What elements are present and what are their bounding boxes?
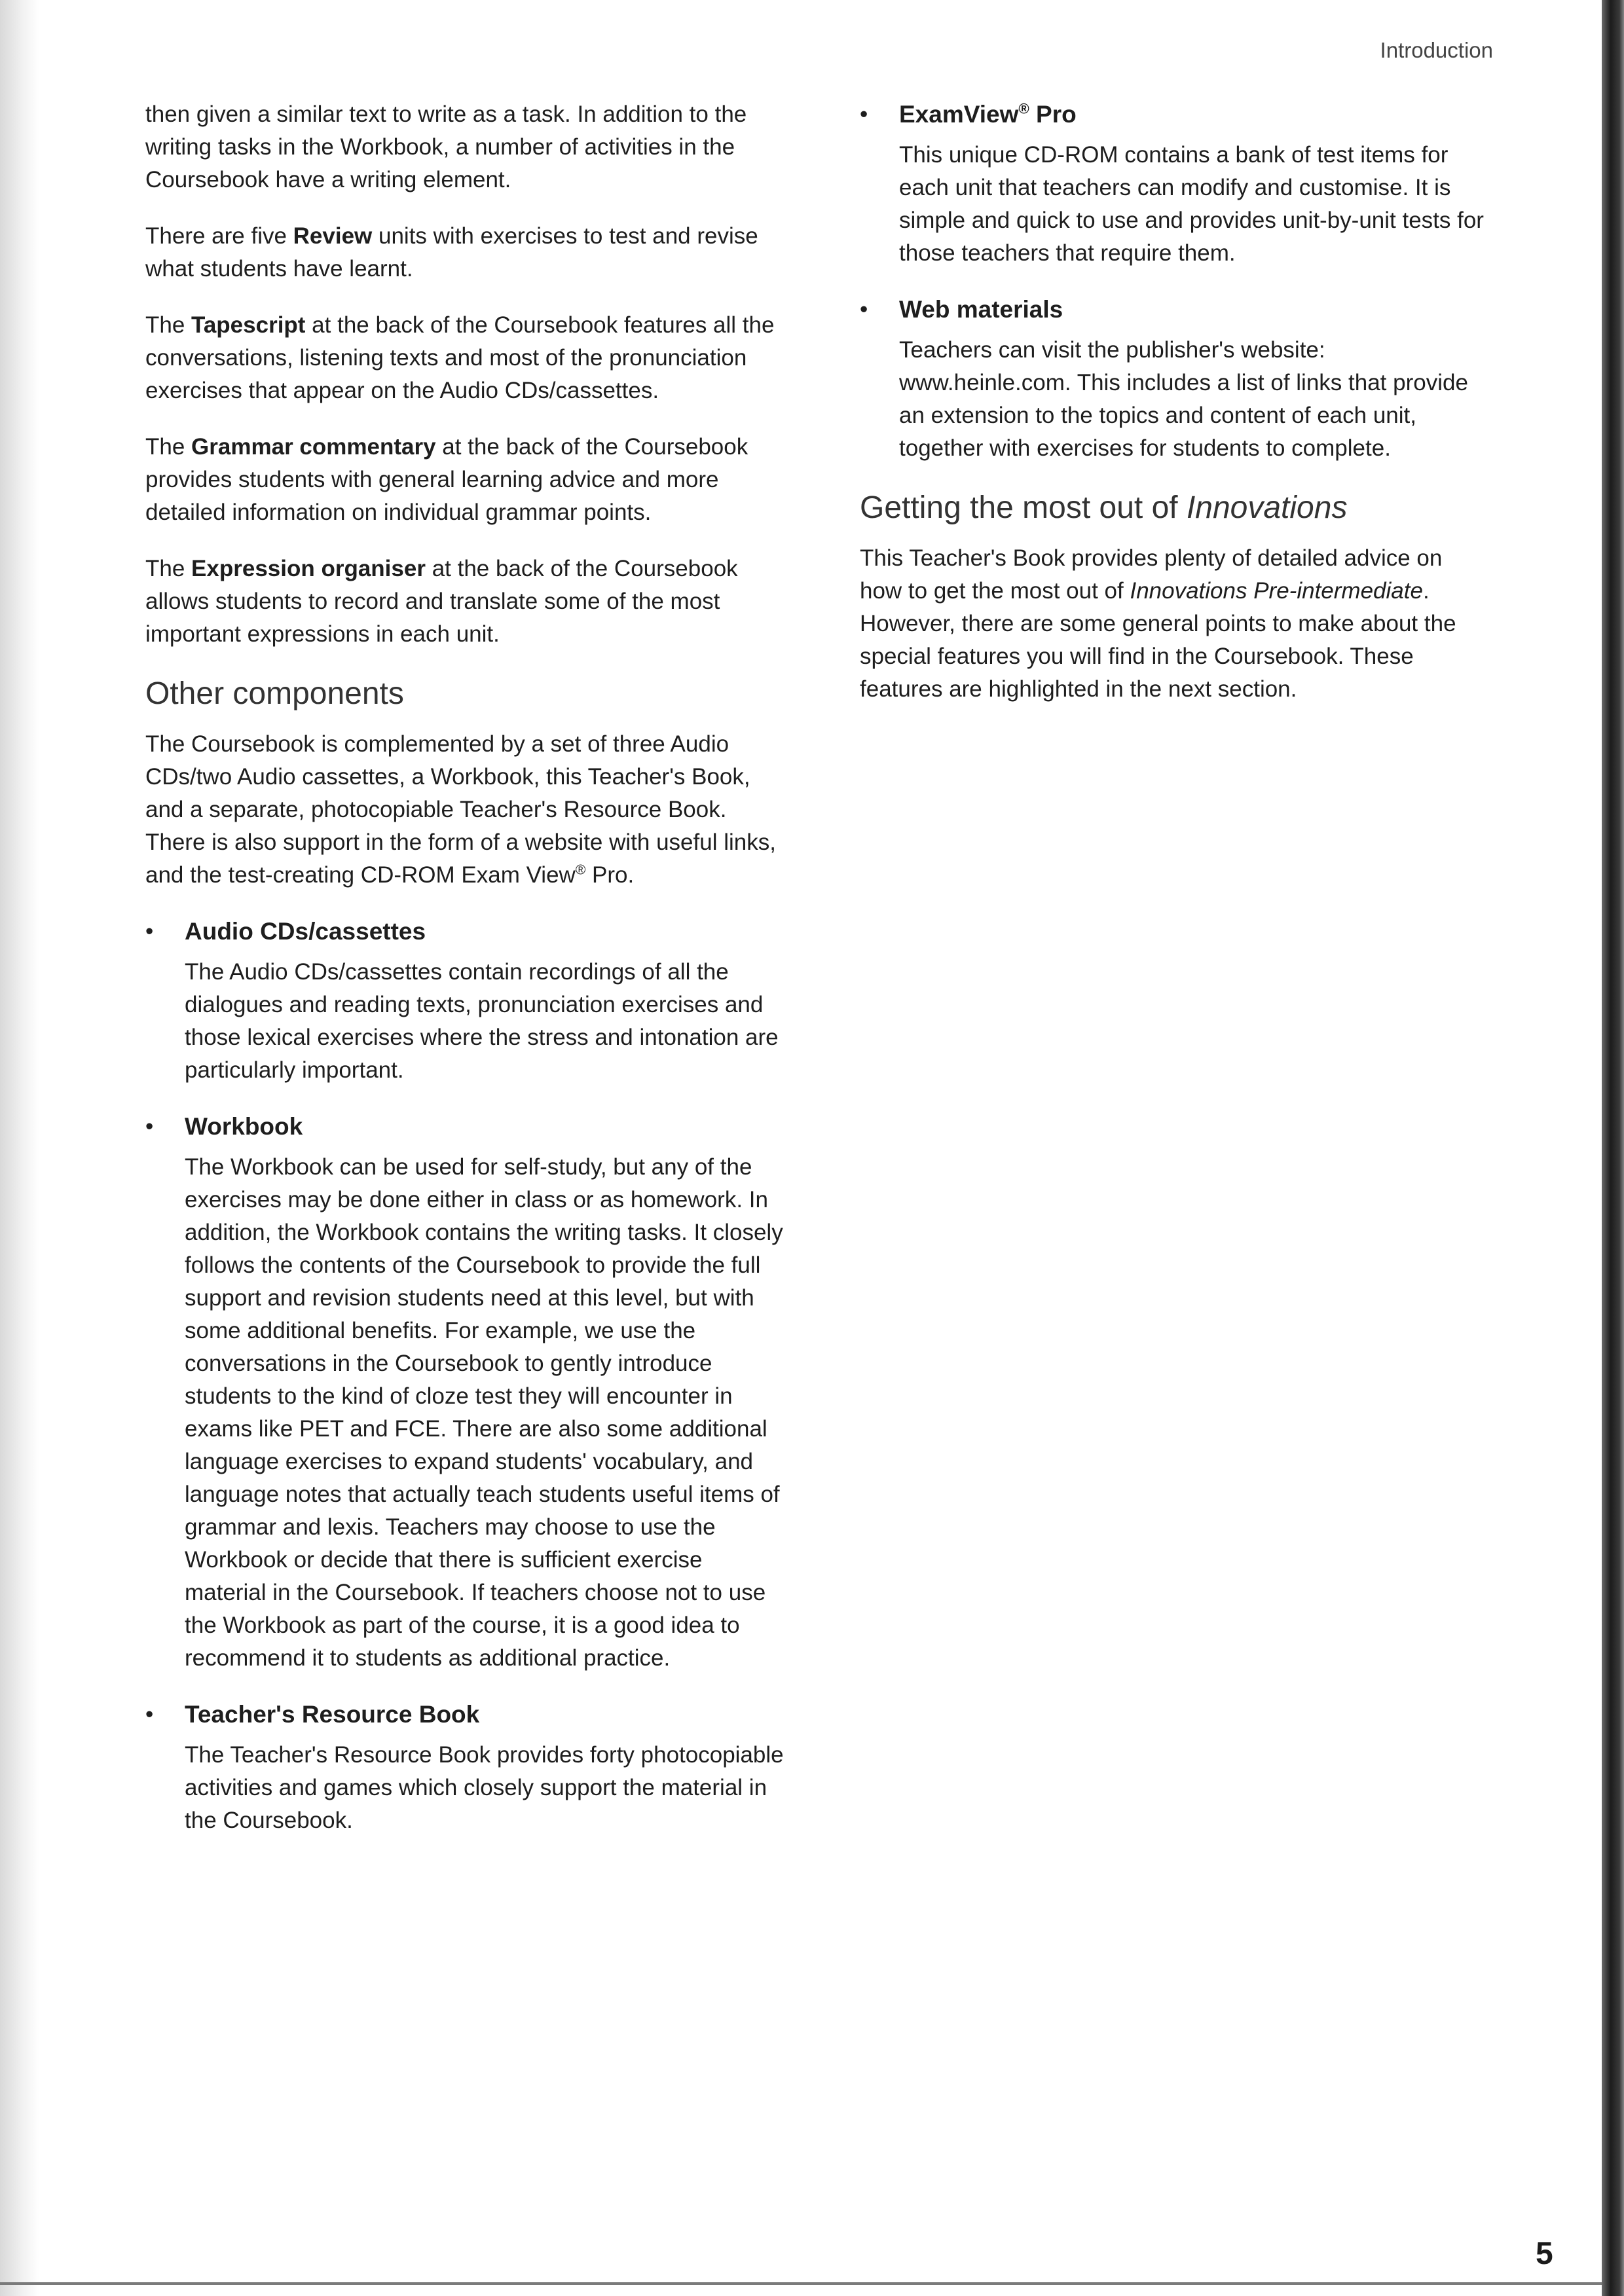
term-tapescript: Tapescript: [191, 312, 306, 338]
scan-shadow-left: [0, 0, 39, 2296]
paragraph-getting-the-most: This Teacher's Book provides plenty of detailed advice on how to get the most out of Innovations Pre-intermediate. However, there are some general points to make about the special features you will find in the Coursebook. These features are highlighted in the next section.: [860, 545, 1456, 702]
bullet-text: This unique CD-ROM contains a bank of test items for each unit that teachers can modify and customise. It is simple and quick to use and provides unit-by-unit tests for those teachers that require them.: [899, 142, 1484, 266]
bullet-teachers-resource-book: [145, 1698, 787, 1837]
term-review: Review: [293, 223, 373, 249]
page-number: 5: [1536, 2236, 1553, 2271]
bullet-text: The Teacher's Resource Book provides forty photocopiable activities and games which closely support the material in the Coursebook.: [185, 1742, 784, 1833]
bullet-text: The Workbook can be used for self-study, but any of the exercises may be done either in class or as homework. In addition, the Workbook contains the writing tasks. It closely follows the contents of the Coursebook to provide the full support and revision students need at this level, but with some additional benefits. For example, we use the conversations in the Coursebook to gently introduce students to the kind of cloze test they will encounter in exams like PET and FCE. There are also some additional language exercises to expand students' vocabulary, and language notes that actually teach students useful items of grammar and lexis. Teachers may choose to use the Workbook or decide that there is sufficient exercise material in the Coursebook. If teachers choose not to use the Workbook as part of the course, it is a good idea to recommend it to students as additional practice.: [185, 1154, 783, 1671]
bullet-dot: •: [860, 297, 868, 322]
bullet-dot: •: [145, 919, 154, 944]
left-column: [145, 98, 787, 1861]
bullet-title: Teacher's Resource Book: [185, 1701, 480, 1728]
scan-shadow-right: [1602, 0, 1624, 2296]
bullet-text: Teachers can visit the publisher's website: www.heinle.com. This includes a list of links that provide an extension to the topics and content of each unit, together with exercises for students to complete.: [899, 337, 1468, 461]
bullet-title: Workbook: [185, 1113, 303, 1140]
paragraph-tapescript: The Tapescript at the back of the Coursebook features all the conversations, listening texts and most of the pronunciation exercises that appear on the Audio CDs/cassettes.: [145, 312, 775, 403]
bullet-dot: •: [145, 1114, 154, 1139]
bullet-workbook: [145, 1110, 787, 1675]
right-column: [860, 98, 1488, 729]
bullet-audio-cds: [145, 915, 787, 1087]
bullet-dot: •: [860, 101, 868, 127]
bullet-dot: •: [145, 1702, 154, 1727]
heading-getting-the-most: Getting the most out of Innovations: [860, 490, 1348, 525]
bullet-examview-pro: [860, 98, 1488, 270]
bullet-text: The Audio CDs/cassettes contain recordings of all the dialogues and reading texts, pronunciation exercises and those lexical exercises where the stress and intonation are particularly important.: [185, 959, 779, 1083]
paragraph-review: There are five Review units with exercises to test and revise what students have learnt.: [145, 223, 758, 282]
bullet-title: Web materials: [899, 296, 1063, 323]
paragraph-other-intro: The Coursebook is complemented by a set of three Audio CDs/two Audio cassettes, a Workbook, this Teacher's Book, and a separate, photocopiable Teacher's Resource Book. There is also support in the form of a website with useful links, and the test-creating CD-ROM Exam View® Pro.: [145, 731, 776, 888]
paragraph-expression-organiser: The Expression organiser at the back of the Coursebook allows students to record and translate some of the most important expressions in each unit.: [145, 556, 738, 647]
term-grammar-commentary: Grammar commentary: [191, 434, 436, 460]
bullet-title: Audio CDs/cassettes: [185, 918, 426, 945]
bullet-web-materials: [860, 293, 1488, 465]
paragraph-grammar-commentary: The Grammar commentary at the back of the Coursebook provides students with general learning advice and more detailed information on individual grammar points.: [145, 434, 748, 525]
heading-other-components: Other components: [145, 676, 404, 711]
running-header: Introduction: [1380, 38, 1493, 62]
paragraph-writing: then given a similar text to write as a task. In addition to the writing tasks in the Workbook, a number of activities in the Coursebook have a writing element.: [145, 101, 747, 192]
term-expression-organiser: Expression organiser: [191, 556, 426, 581]
bullet-title: ExamView® Pro: [899, 100, 1077, 128]
scan-edge-bottom: [0, 2282, 1602, 2285]
